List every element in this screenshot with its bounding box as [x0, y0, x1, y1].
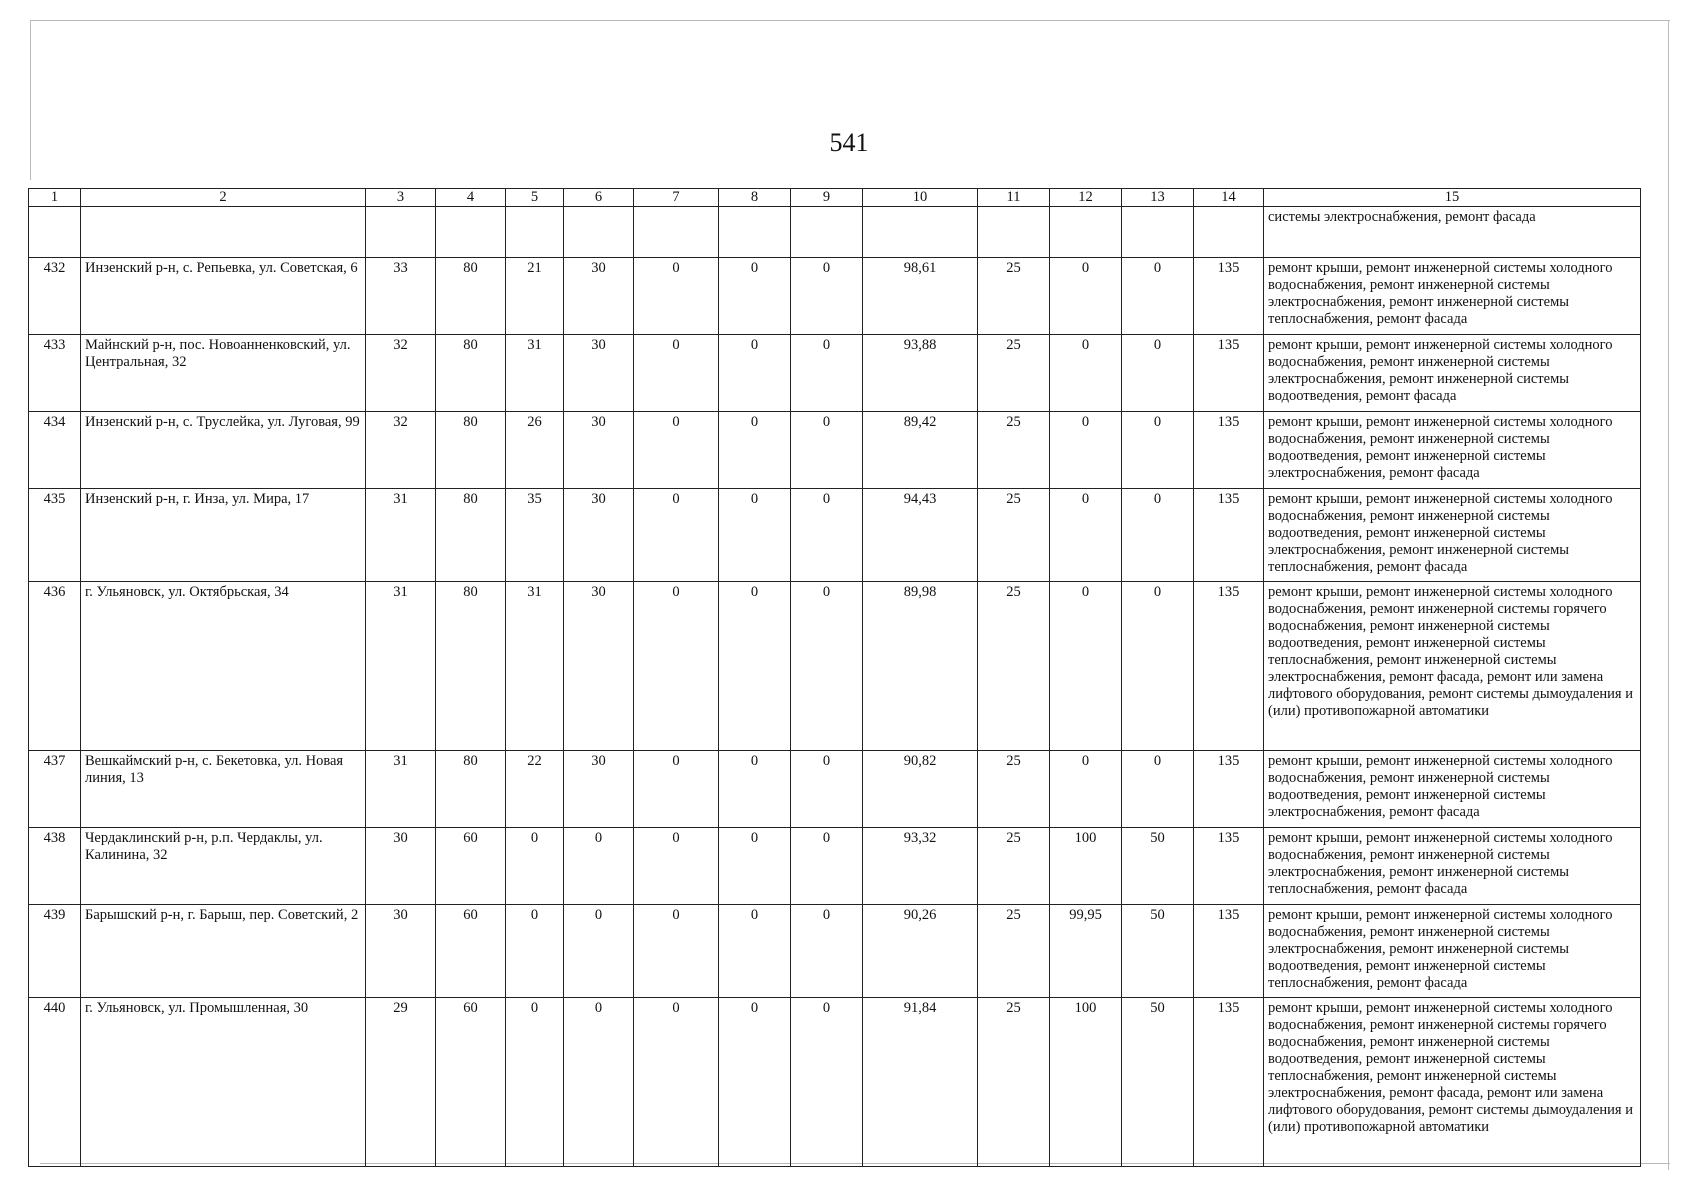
value-cell: 93,32: [863, 828, 978, 905]
row-number: 439: [29, 905, 81, 998]
value-cell: 30: [564, 751, 634, 828]
value-cell: 80: [436, 751, 506, 828]
value-cell: 89,42: [863, 412, 978, 489]
row-number: 432: [29, 258, 81, 335]
value-cell: 30: [564, 412, 634, 489]
value-cell: 0: [719, 412, 791, 489]
value-cell: 0: [719, 905, 791, 998]
value-cell: 0: [634, 905, 719, 998]
value-cell: 30: [564, 582, 634, 751]
value-cell: 0: [719, 998, 791, 1167]
row-number: 440: [29, 998, 81, 1167]
value-cell: 135: [1194, 582, 1264, 751]
value-cell: 99,95: [1050, 905, 1122, 998]
works-cell: ремонт крыши, ремонт инженерной системы холодного водоснабжения, ремонт инженерной системы водоотведения, ремонт инженерной системы электроснабжения, ремонт фасада: [1264, 751, 1641, 828]
value-cell: 50: [1122, 998, 1194, 1167]
value-cell: 0: [1050, 751, 1122, 828]
value-cell: 0: [564, 828, 634, 905]
value-cell: 25: [978, 412, 1050, 489]
value-cell: 90,82: [863, 751, 978, 828]
value-cell: 94,43: [863, 489, 978, 582]
value-cell: 135: [1194, 828, 1264, 905]
page-number: 541: [829, 128, 869, 157]
value-cell: 98,61: [863, 258, 978, 335]
value-cell: 0: [506, 828, 564, 905]
col-header: 7: [634, 189, 719, 207]
continuation-row: [29, 207, 1641, 258]
address-cell: Инзенский р-н, г. Инза, ул. Мира, 17: [81, 489, 366, 582]
col-header: 8: [719, 189, 791, 207]
value-cell: 31: [366, 489, 436, 582]
value-cell: 0: [791, 489, 863, 582]
value-cell: 0: [634, 258, 719, 335]
value-cell: 0: [791, 412, 863, 489]
value-cell: 0: [506, 998, 564, 1167]
address-cell: г. Ульяновск, ул. Промышленная, 30: [81, 998, 366, 1167]
value-cell: 135: [1194, 751, 1264, 828]
value-cell: 30: [564, 489, 634, 582]
col-header: 12: [1050, 189, 1122, 207]
row-number: 438: [29, 828, 81, 905]
value-cell: 135: [1194, 335, 1264, 412]
row-number: 437: [29, 751, 81, 828]
table-row: [29, 489, 1641, 582]
value-cell: 0: [791, 998, 863, 1167]
row-number: 435: [29, 489, 81, 582]
value-cell: 0: [1122, 751, 1194, 828]
value-cell: 100: [1050, 998, 1122, 1167]
value-cell: 0: [791, 828, 863, 905]
value-cell: 0: [634, 412, 719, 489]
value-cell: 26: [506, 412, 564, 489]
value-cell: 60: [436, 905, 506, 998]
table-row: [29, 258, 1641, 335]
value-cell: 50: [1122, 905, 1194, 998]
value-cell: 0: [1050, 582, 1122, 751]
value-cell: 0: [634, 828, 719, 905]
value-cell: 80: [436, 582, 506, 751]
col-header: 14: [1194, 189, 1264, 207]
scan-border-top: [30, 20, 1670, 21]
works-continuation: системы электроснабжения, ремонт фасада: [1264, 207, 1641, 258]
col-header: 10: [863, 189, 978, 207]
value-cell: 0: [1122, 335, 1194, 412]
table-row: [29, 582, 1641, 751]
value-cell: 31: [506, 582, 564, 751]
table-row: [29, 335, 1641, 412]
value-cell: 0: [1122, 582, 1194, 751]
value-cell: 25: [978, 905, 1050, 998]
value-cell: 0: [1122, 489, 1194, 582]
value-cell: 25: [978, 582, 1050, 751]
value-cell: 0: [719, 258, 791, 335]
table-row: [29, 751, 1641, 828]
value-cell: 31: [366, 751, 436, 828]
value-cell: 0: [719, 582, 791, 751]
address-cell: Барышский р-н, г. Барыш, пер. Советский, 2: [81, 905, 366, 998]
value-cell: 93,88: [863, 335, 978, 412]
works-cell: ремонт крыши, ремонт инженерной системы холодного водоснабжения, ремонт инженерной системы водоотведения, ремонт инженерной системы электроснабжения, ремонт инженерной системы теплоснабжения, ремонт фасада: [1264, 489, 1641, 582]
value-cell: 0: [791, 335, 863, 412]
works-cell: ремонт крыши, ремонт инженерной системы холодного водоснабжения, ремонт инженерной системы электроснабжения, ремонт инженерной системы водоотведения, ремонт фасада: [1264, 335, 1641, 412]
value-cell: 0: [1050, 335, 1122, 412]
value-cell: 0: [1050, 412, 1122, 489]
table-row: [29, 828, 1641, 905]
address-cell: Вешкаймский р-н, с. Бекетовка, ул. Новая линия, 13: [81, 751, 366, 828]
value-cell: 30: [564, 335, 634, 412]
value-cell: 50: [1122, 828, 1194, 905]
value-cell: 135: [1194, 905, 1264, 998]
col-header: 2: [81, 189, 366, 207]
col-header: 6: [564, 189, 634, 207]
address-cell: Майнский р-н, пос. Новоанненковский, ул. Центральная, 32: [81, 335, 366, 412]
col-header: 3: [366, 189, 436, 207]
value-cell: 80: [436, 258, 506, 335]
value-cell: 60: [436, 828, 506, 905]
value-cell: 31: [366, 582, 436, 751]
value-cell: 0: [564, 905, 634, 998]
value-cell: 0: [719, 828, 791, 905]
value-cell: 135: [1194, 412, 1264, 489]
value-cell: 0: [634, 998, 719, 1167]
value-cell: 30: [564, 258, 634, 335]
col-header: 5: [506, 189, 564, 207]
value-cell: 80: [436, 489, 506, 582]
value-cell: 33: [366, 258, 436, 335]
row-number: 436: [29, 582, 81, 751]
value-cell: 89,98: [863, 582, 978, 751]
value-cell: 32: [366, 412, 436, 489]
col-header: 11: [978, 189, 1050, 207]
value-cell: 0: [1050, 489, 1122, 582]
value-cell: 22: [506, 751, 564, 828]
col-header: 9: [791, 189, 863, 207]
value-cell: 0: [791, 258, 863, 335]
value-cell: 135: [1194, 998, 1264, 1167]
works-cell: ремонт крыши, ремонт инженерной системы холодного водоснабжения, ремонт инженерной системы горячего водоснабжения, ремонт инженерной системы водоотведения, ремонт инженерной системы теплоснабжения, ремонт инженерной системы электроснабжения, ремонт фасада, ремонт или замена лифтового оборудования, ремонт системы дымоудаления и (или) противопожарной автоматики: [1264, 998, 1641, 1167]
works-cell: ремонт крыши, ремонт инженерной системы холодного водоснабжения, ремонт инженерной системы электроснабжения, ремонт инженерной системы теплоснабжения, ремонт фасада: [1264, 258, 1641, 335]
value-cell: 80: [436, 335, 506, 412]
value-cell: 25: [978, 335, 1050, 412]
value-cell: 0: [719, 489, 791, 582]
value-cell: 35: [506, 489, 564, 582]
col-header: 4: [436, 189, 506, 207]
value-cell: 0: [634, 582, 719, 751]
value-cell: 29: [366, 998, 436, 1167]
table-row: [29, 412, 1641, 489]
value-cell: 135: [1194, 489, 1264, 582]
value-cell: 60: [436, 998, 506, 1167]
value-cell: 0: [634, 489, 719, 582]
value-cell: 30: [366, 828, 436, 905]
value-cell: 25: [978, 828, 1050, 905]
works-cell: ремонт крыши, ремонт инженерной системы холодного водоснабжения, ремонт инженерной системы электроснабжения, ремонт инженерной системы теплоснабжения, ремонт фасада: [1264, 828, 1641, 905]
value-cell: 135: [1194, 258, 1264, 335]
value-cell: 25: [978, 751, 1050, 828]
col-header: 1: [29, 189, 81, 207]
value-cell: 0: [791, 751, 863, 828]
address-cell: Инзенский р-н, с. Репьевка, ул. Советская, 6: [81, 258, 366, 335]
value-cell: 0: [564, 998, 634, 1167]
works-cell: ремонт крыши, ремонт инженерной системы холодного водоснабжения, ремонт инженерной системы водоотведения, ремонт инженерной системы электроснабжения, ремонт фасада: [1264, 412, 1641, 489]
col-header: 15: [1264, 189, 1641, 207]
value-cell: 0: [634, 751, 719, 828]
value-cell: 0: [791, 905, 863, 998]
value-cell: 25: [978, 489, 1050, 582]
value-cell: 25: [978, 258, 1050, 335]
row-number: 433: [29, 335, 81, 412]
row-number: 434: [29, 412, 81, 489]
value-cell: 0: [506, 905, 564, 998]
value-cell: 25: [978, 998, 1050, 1167]
value-cell: 0: [719, 335, 791, 412]
value-cell: 21: [506, 258, 564, 335]
table-row: [29, 998, 1641, 1167]
value-cell: 0: [1050, 258, 1122, 335]
value-cell: 80: [436, 412, 506, 489]
table-row: [29, 905, 1641, 998]
value-cell: 90,26: [863, 905, 978, 998]
value-cell: 0: [1122, 258, 1194, 335]
works-cell: ремонт крыши, ремонт инженерной системы холодного водоснабжения, ремонт инженерной системы горячего водоснабжения, ремонт инженерной системы водоотведения, ремонт инженерной системы теплоснабжения, ремонт инженерной системы электроснабжения, ремонт фасада, ремонт или замена лифтового оборудования, ремонт системы дымоудаления и (или) противопожарной автоматики: [1264, 582, 1641, 751]
value-cell: 30: [366, 905, 436, 998]
value-cell: 31: [506, 335, 564, 412]
value-cell: 0: [634, 335, 719, 412]
address-cell: г. Ульяновск, ул. Октябрьская, 34: [81, 582, 366, 751]
works-cell: ремонт крыши, ремонт инженерной системы холодного водоснабжения, ремонт инженерной системы электроснабжения, ремонт инженерной системы водоотведения, ремонт инженерной системы теплоснабжения, ремонт фасада: [1264, 905, 1641, 998]
col-header: 13: [1122, 189, 1194, 207]
column-number-row: [29, 189, 1641, 207]
scan-border-right: [1668, 20, 1669, 1170]
value-cell: 32: [366, 335, 436, 412]
address-cell: Инзенский р-н, с. Труслейка, ул. Луговая, 99: [81, 412, 366, 489]
value-cell: 0: [719, 751, 791, 828]
value-cell: 91,84: [863, 998, 978, 1167]
value-cell: 100: [1050, 828, 1122, 905]
address-cell: Чердаклинский р-н, р.п. Чердаклы, ул. Калинина, 32: [81, 828, 366, 905]
value-cell: 0: [1122, 412, 1194, 489]
repair-program-table: [28, 188, 1641, 1167]
value-cell: 0: [791, 582, 863, 751]
